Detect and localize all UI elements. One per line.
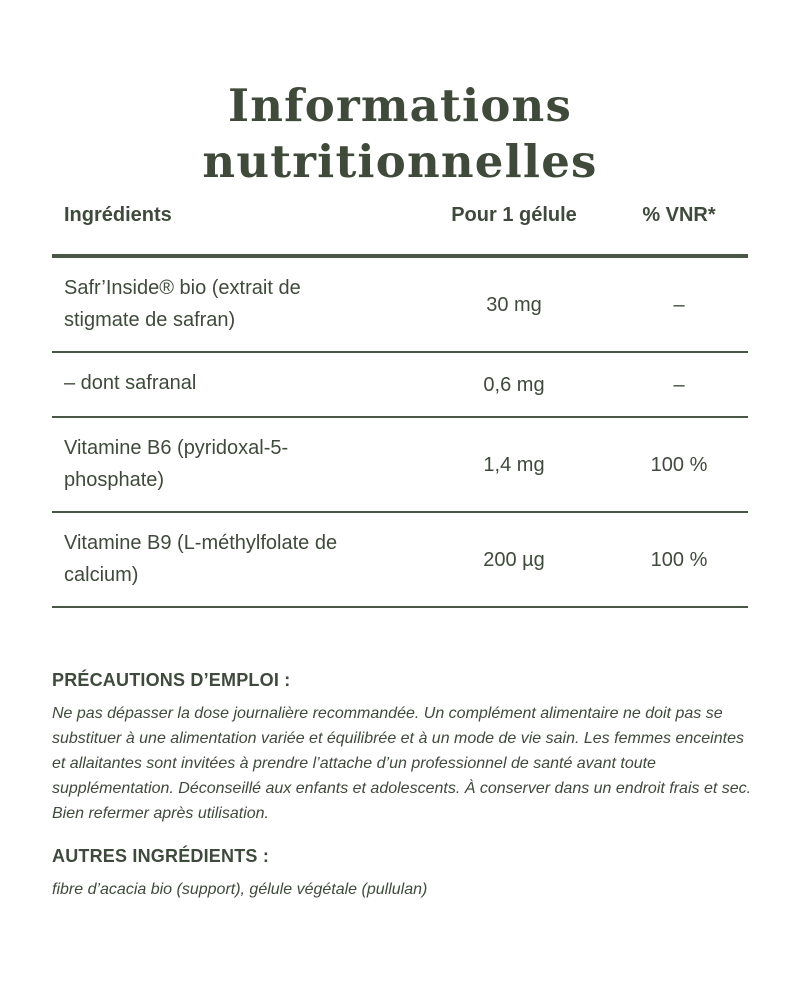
row-ingredient: Vitamine B9 (L-méthylfolate de calcium) [64, 532, 338, 586]
table-row [52, 513, 748, 608]
row-vnr: 100 % [650, 453, 708, 476]
other-ingredients-section [52, 846, 752, 902]
other-ingredients-text: fibre d’acacia bio (support), gélule végétale (pullulan) [52, 881, 428, 898]
table-row [52, 353, 748, 418]
other-ingredients-heading: AUTRES INGRÉDIENTS : [52, 846, 270, 866]
precautions-heading: PRÉCAUTIONS D’EMPLOI : [52, 670, 291, 690]
title-line-1: Informations [228, 79, 572, 133]
row-amount: 0,6 mg [483, 373, 545, 396]
row-vnr: – [673, 293, 685, 316]
row-ingredient: Safr’Inside® bio (extrait de stigmate de safran) [64, 277, 301, 331]
nutrition-table [52, 196, 748, 608]
row-ingredient: – dont safranal [64, 372, 197, 394]
row-vnr: 100 % [650, 548, 708, 571]
precautions-section [52, 670, 752, 826]
header-vnr: % VNR* [642, 204, 716, 226]
title-line-2: nutritionnelles [202, 135, 598, 189]
table-row [52, 258, 748, 353]
header-amount: Pour 1 gélule [451, 204, 577, 226]
header-ingredients: Ingrédients [64, 204, 172, 226]
row-vnr: – [673, 373, 685, 396]
row-amount: 30 mg [486, 293, 542, 316]
table-header [52, 196, 748, 258]
precautions-text: Ne pas dépasser la dose journalière recommandée. Un complément alimentaire ne doit pas se substituer à une alimentation variée et équilibrée et à un mode de vie sain. Les femmes enceintes et allaitantes sont invitées à prendre l’attache d’un professionnel de santé avant toute supplémentation. Déconseillé aux enfants et adolescents. À conserver dans un endroit frais et sec. Bien refermer après utilisation. [52, 705, 752, 822]
row-amount: 1,4 mg [483, 453, 545, 476]
row-amount: 200 µg [483, 548, 545, 571]
page-title [0, 78, 800, 190]
table-row [52, 418, 748, 513]
row-ingredient: Vitamine B6 (pyridoxal-5-phosphate) [64, 437, 289, 491]
